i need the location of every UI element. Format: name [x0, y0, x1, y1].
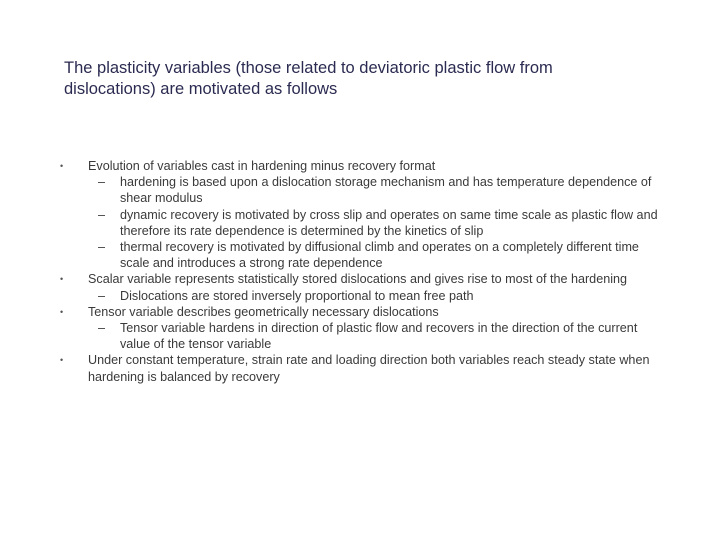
sub-list	[88, 288, 658, 304]
sub-item-text: Dislocations are stored inversely proportional to mean free path	[120, 288, 474, 303]
bullet-item	[58, 304, 658, 353]
bullet-item	[58, 352, 658, 384]
sub-item-text: thermal recovery is motivated by diffusional climb and operates on a completely different time scale and introduces a strong rate dependence	[120, 240, 639, 271]
bullet-marker: •	[60, 355, 64, 366]
sub-item	[88, 239, 658, 271]
sub-item-text: Tensor variable hardens in direction of plastic flow and recovers in the direction of the current value of the tensor variable	[120, 321, 638, 352]
sub-marker: –	[98, 207, 106, 222]
sub-item	[88, 174, 658, 206]
sub-marker: –	[98, 288, 106, 303]
sub-list	[88, 320, 658, 352]
sub-marker: –	[98, 321, 106, 336]
bullet-marker: •	[60, 161, 64, 171]
sub-list	[88, 174, 658, 271]
sub-item	[88, 288, 658, 304]
sub-item	[88, 207, 658, 239]
sub-item	[88, 320, 658, 352]
bullet-item	[58, 271, 658, 303]
sub-item-text: hardening is based upon a dislocation storage mechanism and has temperature dependence of shear modulus	[120, 175, 652, 206]
bullet-text: Under constant temperature, strain rate and loading direction both variables reach steady state when hardening is balanced by recovery	[88, 353, 650, 384]
sub-marker: –	[98, 175, 106, 190]
bullet-marker: •	[60, 274, 64, 285]
bullet-text: Scalar variable represents statistically stored dislocations and gives rise to most of the hardening	[88, 272, 628, 287]
bullet-list	[58, 158, 658, 385]
bullet-item	[58, 158, 658, 271]
bullet-marker: •	[60, 306, 64, 317]
sub-marker: –	[98, 240, 106, 255]
bullet-text: Tensor variable describes geometrically necessary dislocations	[88, 304, 439, 319]
bullet-text: Evolution of variables cast in hardening minus recovery format	[88, 159, 436, 173]
slide-title: The plasticity variables (those related to deviatoric plastic flow from dislocations) are motivated as follows	[64, 59, 553, 98]
sub-item-text: dynamic recovery is motivated by cross slip and operates on same time scale as plastic flow and therefore its rate dependence is determined by the kinetics of slip	[120, 207, 658, 238]
